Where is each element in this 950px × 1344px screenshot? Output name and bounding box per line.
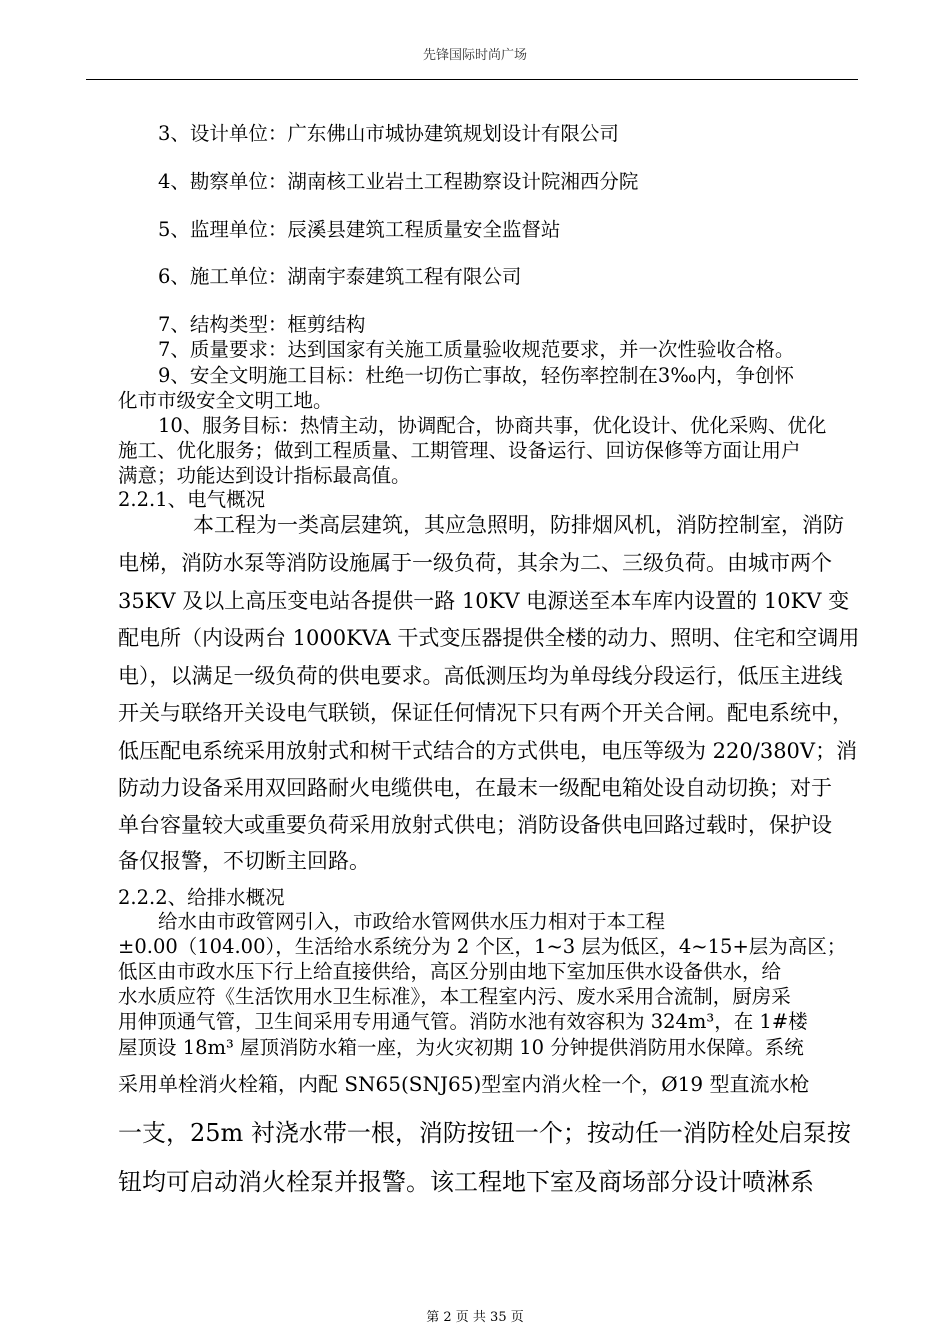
paragraph-line: ±0.00（104.00），生活给水系统分为 2 个区，1~3 层为低区，4~15+层为高区； [118, 935, 847, 958]
paragraph-line: 电），以满足一级负荷的供电要求。高低测压均为单母线分段运行，低压主进线 [118, 664, 843, 688]
paragraph-line: 采用单栓消火栓箱，内配 SN65(SNJ65)型室内消火栓一个，Ø19 型直流水枪 [118, 1072, 810, 1096]
paragraph-line: 低压配电系统采用放射式和树干式结合的方式供电，电压等级为 220/380V；消 [118, 739, 858, 763]
paragraph-line: 单台容量较大或重要负荷采用放射式供电；消防设备供电回路过载时，保护设 [118, 813, 832, 837]
list-item: 6、施工单位：湖南宇泰建筑工程有限公司 [158, 265, 522, 288]
paragraph-line: 用伸顶通气管，卫生间采用专用通气管。消防水池有效容积为 324m³，在 1#楼 [118, 1010, 808, 1033]
page-footer: 第 2 页 共 35 页 [426, 1310, 524, 1325]
page-header: 先锋国际时尚广场 [422, 48, 527, 63]
paragraph-line: 开关与联络开关设电气联锁，保证任何情况下只有两个开关合闸。配电系统中， [118, 701, 853, 725]
list-item: 施工、优化服务；做到工程质量、工期管理、设备运行、回访保修等方面让用户 [118, 439, 801, 462]
paragraph-line: 35KV 及以上高压变电站各提供一路 10KV 电源送至本车库内设置的 10KV 变 [118, 589, 850, 613]
section-heading-water: 2.2.2、给排水概况 [118, 886, 285, 909]
paragraph-line: 备仅报警，不切断主回路。 [118, 849, 370, 873]
list-item: 化市市级安全文明工地。 [118, 389, 333, 412]
list-item: 9、安全文明施工目标：杜绝一切伤亡事故，轻伤率控制在3‰内，争创怀 [158, 364, 794, 387]
list-item: 5、监理单位：辰溪县建筑工程质量安全监督站 [158, 218, 561, 241]
paragraph-line: 钮均可启动消火栓泵并报警。该工程地下室及商场部分设计喷淋系 [118, 1168, 814, 1196]
paragraph-line: 水水质应符《生活饮用水卫生标准》，本工程室内污、废水采用合流制，厨房采 [118, 985, 791, 1008]
paragraph-line: 屋顶设 18m³ 屋顶消防水箱一座，为火灾初期 10 分钟提供消防用水保障。系统 [118, 1036, 804, 1059]
list-item: 7、结构类型：框剪结构 [158, 313, 366, 336]
list-item: 7、质量要求：达到国家有关施工质量验收规范要求，并一次性验收合格。 [158, 338, 795, 361]
list-item: 3、设计单位：广东佛山市城协建筑规划设计有限公司 [158, 122, 619, 145]
paragraph-line: 本工程为一类高层建筑，其应急照明，防排烟风机，消防控制室，消防 [193, 513, 844, 537]
paragraph-line: 低区由市政水压下行上给直接供给，高区分别由地下室加压供水设备供水，给 [118, 960, 782, 983]
paragraph-line: 配电所（内设两台 1000KVA 干式变压器提供全楼的动力、照明、住宅和空调用 [118, 626, 860, 650]
paragraph-line: 给水由市政管网引入，市政给水管网供水压力相对于本工程 [158, 910, 666, 933]
section-heading-electrical: 2.2.1、电气概况 [118, 488, 266, 511]
paragraph-line: 防动力设备采用双回路耐火电缆供电，在最末一级配电箱处设自动切换；对于 [118, 776, 832, 800]
list-item: 10、服务目标：热情主动，协调配合，协商共事，优化设计、优化采购、优化 [158, 414, 827, 437]
list-item: 4、勘察单位：湖南核工业岩土工程勘察设计院湘西分院 [158, 170, 639, 193]
paragraph-line: 电梯，消防水泵等消防设施属于一级负荷，其余为二、三级负荷。由城市两个 [118, 551, 832, 575]
list-item: 满意；功能达到设计指标最高值。 [118, 464, 411, 487]
paragraph-line: 一支，25m 衬浇水带一根，消防按钮一个；按动任一消防栓处启泵按 [118, 1119, 851, 1147]
